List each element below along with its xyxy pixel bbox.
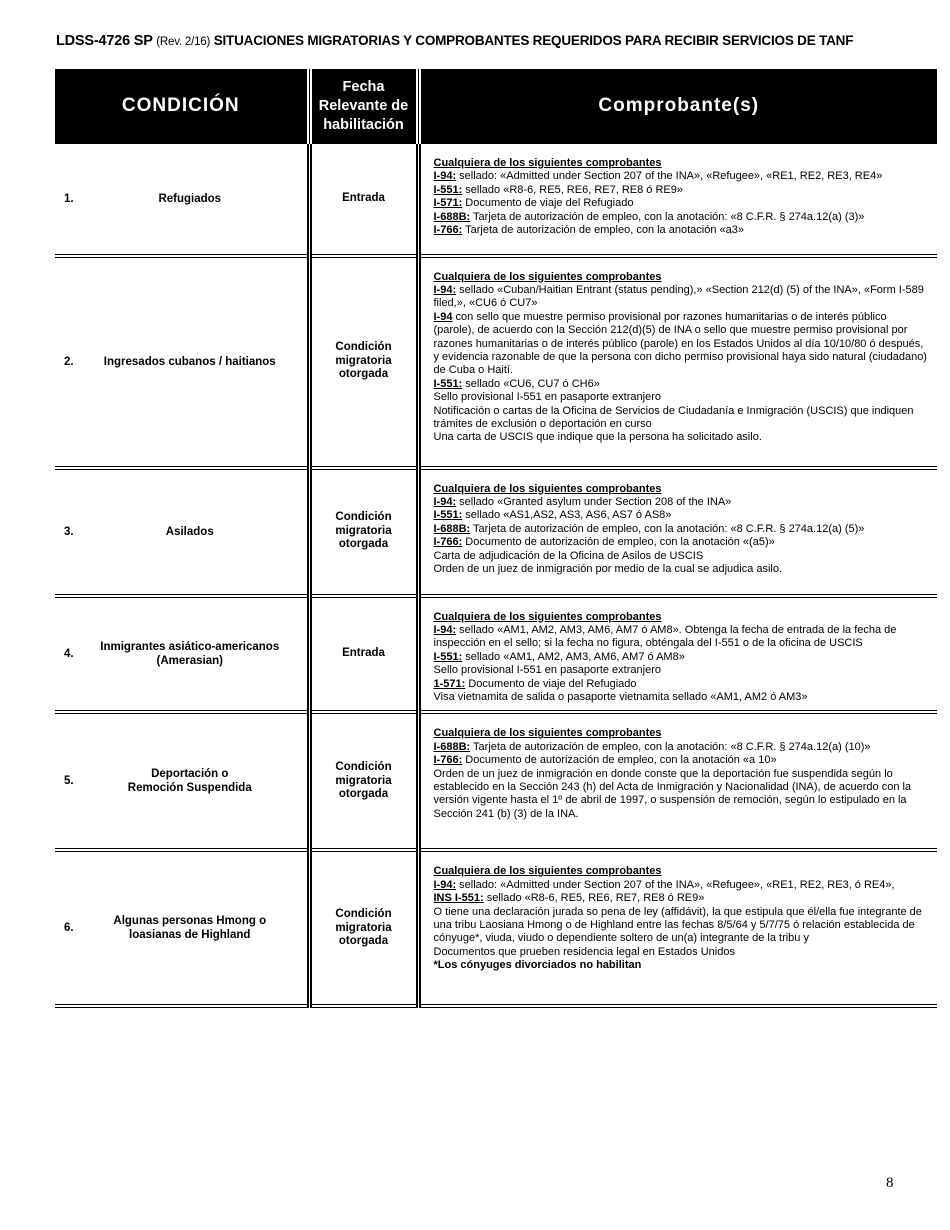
condition-name: Asilados bbox=[165, 525, 214, 538]
form-code: LDSS-4726 SP bbox=[56, 33, 153, 49]
proof-text: sellado «Granted asylum under Section 208 of the INA» bbox=[456, 495, 732, 508]
document-code: I-94: bbox=[433, 170, 457, 183]
proof-text: sellado «CU6, CU7 ó CH6» bbox=[462, 377, 600, 390]
condition-cell bbox=[55, 256, 309, 468]
document-code: I-688B: bbox=[433, 740, 471, 753]
document-code: I-94: bbox=[433, 623, 457, 636]
proof-item bbox=[434, 536, 928, 549]
proof-text: Documento de viaje del Refugiado bbox=[465, 677, 637, 690]
condition-cell bbox=[55, 596, 309, 713]
proof-title: Cualquiera de los siguientes comprobantes bbox=[433, 727, 662, 740]
document-code: I-766: bbox=[433, 754, 463, 767]
proof-item bbox=[434, 768, 928, 822]
proof-item bbox=[434, 496, 928, 509]
table-row bbox=[55, 256, 937, 468]
document-code: I-571: bbox=[433, 197, 463, 210]
table-row bbox=[55, 144, 937, 256]
row-number: 5. bbox=[64, 775, 74, 788]
proof-text: Notificación o cartas de la Oficina de Servicios de Ciudadanía e Inmigración (USCIS) que indiquen trámites de exclusión o deportación en curso bbox=[433, 404, 914, 430]
eligibility-date-cell: Entrada bbox=[309, 144, 418, 256]
proof-item bbox=[434, 523, 928, 536]
condition-name: Ingresados cubanos / haitianos bbox=[103, 355, 276, 368]
header-condition: CONDICIÓN bbox=[55, 69, 309, 144]
proof-item bbox=[434, 431, 928, 444]
proof-item bbox=[434, 651, 928, 664]
proof-item bbox=[434, 311, 928, 378]
proof-item bbox=[434, 224, 928, 237]
condition-name: Algunas personas Hmong o loasianas de Highland bbox=[113, 915, 267, 942]
condition-name: Inmigrantes asiático-americanos (Amerasian) bbox=[100, 640, 280, 667]
row-number: 4. bbox=[64, 647, 74, 660]
eligibility-date-cell: Condición migratoria otorgada bbox=[309, 712, 418, 850]
table-row bbox=[55, 596, 937, 713]
proof-text: sellado «AS1,AS2, AS3, AS6, AS7 ó AS8» bbox=[462, 509, 672, 522]
proof-item bbox=[434, 184, 928, 197]
proof-item bbox=[434, 284, 928, 311]
proof-text: Documentos que prueben residencia legal en Estados Unidos bbox=[433, 945, 735, 958]
proof-title: Cualquiera de los siguientes comprobantes bbox=[433, 865, 662, 878]
immigration-status-table bbox=[55, 69, 937, 1008]
proof-text: Tarjeta de autorización de empleo, con la anotación: «8 C.F.R. § 274a.12(a) (10)» bbox=[470, 740, 871, 753]
condition-cell bbox=[55, 850, 309, 1006]
document-code: I-688B: bbox=[433, 210, 471, 223]
proof-cell bbox=[418, 596, 937, 713]
condition-cell bbox=[55, 468, 309, 596]
document-code: I-94 bbox=[433, 310, 453, 323]
document-code: I-766: bbox=[433, 224, 463, 237]
proof-item bbox=[434, 892, 928, 905]
document-code: I-94: bbox=[433, 495, 457, 508]
proof-item bbox=[434, 211, 928, 224]
proof-text: *Los cónyuges divorciados no habilitan bbox=[433, 959, 642, 972]
condition-name: Deportación o Remoción Suspendida bbox=[127, 768, 252, 795]
proof-item bbox=[434, 879, 928, 892]
proof-text: Tarjeta de autorización de empleo, con la anotación «a3» bbox=[462, 224, 744, 237]
proof-item bbox=[434, 754, 928, 767]
proof-text: Orden de un juez de inmigración por medio de la cual se adjudica asilo. bbox=[433, 562, 783, 575]
document-code: I-688B: bbox=[433, 522, 471, 535]
document-code: INS I-551: bbox=[433, 892, 484, 905]
document-code: I-94: bbox=[433, 878, 457, 891]
proof-text: Documento de autorización de empleo, con la anotación «a 10» bbox=[462, 754, 777, 767]
document-code: I-94: bbox=[433, 283, 457, 296]
proof-text: Tarjeta de autorización de empleo, con la anotación: «8 C.F.R. § 274a.12(a) (3)» bbox=[470, 210, 865, 223]
proof-text: Sello provisional I-551 en pasaporte extranjero bbox=[433, 391, 661, 404]
proof-text: sellado «AM1, AM2, AM3, AM6, AM7 ó AM8» bbox=[462, 650, 685, 663]
condition-cell bbox=[55, 712, 309, 850]
proof-text: con sello que muestre permiso provisional por razones humanitarias o de interés público (parole), de acuerdo con la Sección 212(d)(5) de INA o sello que muestre permiso provisional por razones humanitarias o de interés público (parole) en los Estados Unidos al día 10/10/80 ó después, y evidencia razonable de que la persona con dicho permiso provisional haya sido natural (ciudadano) de Cuba o Haití. bbox=[433, 310, 927, 377]
condition-name: Refugiados bbox=[158, 192, 222, 205]
proof-text: Visa vietnamita de salida o pasaporte vietnamita sellado «AM1, AM2 ó AM3» bbox=[433, 690, 808, 703]
row-number: 2. bbox=[64, 355, 74, 368]
proof-title: Cualquiera de los siguientes comprobantes bbox=[433, 610, 662, 623]
proof-item bbox=[434, 391, 928, 404]
document-code: I-551: bbox=[433, 183, 463, 196]
document-title: SITUACIONES MIGRATORIAS Y COMPROBANTES REQUERIDOS PARA RECIBIR SERVICIOS DE TANF bbox=[213, 33, 854, 48]
table-header-row bbox=[55, 69, 937, 144]
proof-item bbox=[434, 959, 928, 972]
proof-text: Orden de un juez de inmigración en donde conste que la deportación fue suspendida según lo establecido en la Sección 243 (h) del Acta de Inmigración y Nacionalidad (INA), de acuerdo con la versión vigente hasta el 1º de abril de 1997, o suspensión de remoción, según lo estipulado en la Sección 241 (b) (3) de la INA. bbox=[433, 767, 912, 820]
proof-item bbox=[434, 691, 928, 704]
proof-text: sellado: «Admitted under Section 207 of the INA», «Refugee», «RE1, RE2, RE3, RE4» bbox=[456, 170, 883, 183]
proof-item bbox=[434, 405, 928, 432]
document-code: 1-571: bbox=[433, 677, 466, 690]
document-code: I-766: bbox=[433, 536, 463, 549]
table-row bbox=[55, 468, 937, 596]
header-eligibility-date: Fecha Relevante de habilitación bbox=[309, 69, 418, 144]
proof-cell bbox=[418, 850, 937, 1006]
proof-item bbox=[434, 741, 928, 754]
proof-title: Cualquiera de los siguientes comprobantes bbox=[433, 270, 662, 283]
header-proof: Comprobante(s) bbox=[418, 69, 937, 144]
proof-text: Carta de adjudicación de la Oficina de Asilos de USCIS bbox=[433, 549, 704, 562]
proof-text: Una carta de USCIS que indique que la persona ha solicitado asilo. bbox=[433, 431, 762, 444]
proof-item bbox=[434, 664, 928, 677]
proof-item bbox=[434, 550, 928, 563]
proof-cell bbox=[418, 144, 937, 256]
proof-text: sellado «R8-6, RE5, RE6, RE7, RE8 ó RE9» bbox=[483, 892, 705, 905]
proof-item bbox=[434, 197, 928, 210]
row-number: 1. bbox=[64, 192, 74, 205]
eligibility-date-cell: Entrada bbox=[309, 596, 418, 713]
proof-item bbox=[434, 563, 928, 576]
proof-text: sellado: «Admitted under Section 207 of the INA», «Refugee», «RE1, RE2, RE3, ó RE4», bbox=[456, 878, 895, 891]
page-number: 8 bbox=[886, 1175, 894, 1191]
document-code: I-551: bbox=[433, 377, 463, 390]
proof-item bbox=[434, 678, 928, 691]
row-number: 6. bbox=[64, 922, 74, 935]
eligibility-date-cell: Condición migratoria otorgada bbox=[309, 256, 418, 468]
table-row bbox=[55, 712, 937, 850]
proof-text: sellado «AM1, AM2, AM3, AM6, AM7 ó AM8». Obtenga la fecha de entrada de la fecha de inspección en el sello; si la fecha no figura, obténgala del I-551 o de la oficina de USCIS bbox=[433, 623, 897, 650]
proof-item bbox=[434, 509, 928, 522]
proof-text: Documento de viaje del Refugiado bbox=[462, 197, 634, 210]
row-number: 3. bbox=[64, 525, 74, 538]
proof-text: Tarjeta de autorización de empleo, con la anotación: «8 C.F.R. § 274a.12(a) (5)» bbox=[470, 522, 865, 535]
eligibility-date-cell: Condición migratoria otorgada bbox=[309, 850, 418, 1006]
table-row bbox=[55, 850, 937, 1006]
form-revision: (Rev. 2/16) bbox=[156, 36, 211, 48]
document-code: I-551: bbox=[433, 509, 463, 522]
proof-cell bbox=[418, 256, 937, 468]
document-code: I-551: bbox=[433, 650, 463, 663]
proof-text: O tiene una declaración jurada so pena de ley (affidávit), la que estipula que él/ella fue integrante de una tribu Laosiana Hmong o de Highland entre las fechas 8/5/64 y 5/7/75 ó relación establecida de cónyuge*, viuda, viudo o dependiente soltero de un(a) integrante de la tribu y bbox=[433, 905, 922, 945]
proof-title: Cualquiera de los siguientes comprobantes bbox=[433, 482, 662, 495]
proof-item bbox=[434, 906, 928, 946]
proof-item bbox=[434, 378, 928, 391]
document-header bbox=[56, 33, 936, 49]
proof-item bbox=[434, 170, 928, 183]
proof-cell bbox=[418, 712, 937, 850]
proof-text: sellado «Cuban/Haitian Entrant (status pending),» «Section 212(d) (5) of the INA», «Form I-589 filed,», «CU6 ó CU7» bbox=[433, 283, 924, 310]
proof-text: Documento de autorización de empleo, con la anotación «(a5)» bbox=[462, 536, 775, 549]
condition-cell bbox=[55, 144, 309, 256]
proof-text: Sello provisional I-551 en pasaporte extranjero bbox=[433, 664, 661, 677]
proof-item bbox=[434, 946, 928, 959]
proof-cell bbox=[418, 468, 937, 596]
eligibility-date-cell: Condición migratoria otorgada bbox=[309, 468, 418, 596]
proof-title: Cualquiera de los siguientes comprobantes bbox=[433, 157, 662, 169]
proof-text: sellado «R8-6, RE5, RE6, RE7, RE8 ó RE9» bbox=[462, 183, 683, 196]
proof-item bbox=[434, 624, 928, 651]
